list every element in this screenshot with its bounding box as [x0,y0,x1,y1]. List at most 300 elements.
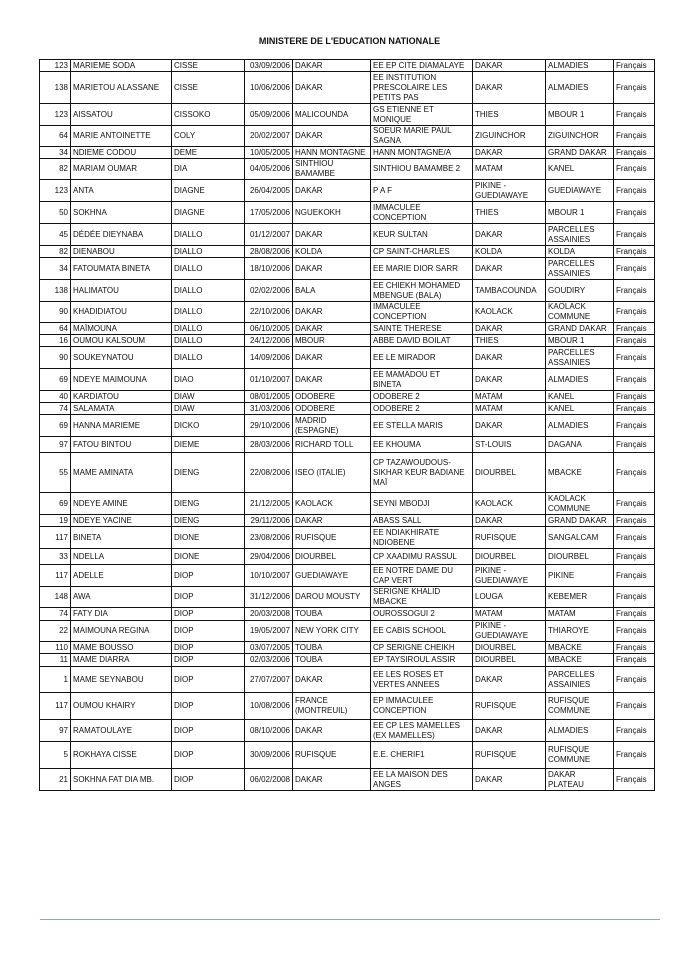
last-name-cell: DIOP [172,608,245,621]
region-cell: PIKINE - GUEDIAWAYE [473,565,546,587]
birth-date-cell: 08/10/2006 [245,720,293,742]
school-cell: SERIGNE KHALID MBACKE [371,587,473,608]
school-cell: EE EP CITE DIAMALAYE [371,60,473,72]
first-name-cell: MAME DIARRA [71,654,172,667]
language-cell: Français [614,587,655,608]
school-cell: IMMACULEE CONCEPTION [371,302,473,323]
table-row [40,280,655,302]
first-name-cell: RAMATOULAYE [71,720,172,742]
birth-place-cell: DAKAR [293,769,371,791]
birth-place-cell: DAKAR [293,224,371,246]
language-cell: Français [614,515,655,527]
region-cell: ZIGUINCHOR [473,126,546,147]
row-number: 123 [40,60,71,72]
school-cell: CP SERIGNE CHEIKH [371,642,473,654]
language-cell: Français [614,246,655,258]
school-cell: E.E. CHERIF1 [371,742,473,769]
school-cell: ODOBERE 2 [371,403,473,415]
table-row [40,126,655,147]
last-name-cell: DIENG [172,493,245,515]
school-cell: EE KHOUMA [371,437,473,453]
birth-place-cell: DAKAR [293,126,371,147]
last-name-cell: DIENG [172,453,245,493]
language-cell: Français [614,159,655,180]
school-cell: CP SAINT-CHARLES [371,246,473,258]
region-cell: KOLDA [473,246,546,258]
birth-date-cell: 28/08/2006 [245,246,293,258]
birth-place-cell: DAKAR [293,60,371,72]
row-number: 69 [40,415,71,437]
school-cell: CP TAZAWOUDOUS-SIKHAR KEUR BADIANE MAÏ [371,453,473,493]
birth-date-cell: 01/10/2007 [245,369,293,391]
ief-cell: MBACKE [546,453,614,493]
last-name-cell: DIALLO [172,302,245,323]
table-row [40,60,655,72]
row-number: 40 [40,391,71,403]
ief-cell: ALMADIES [546,415,614,437]
language-cell: Français [614,453,655,493]
school-cell: EE STELLA MARIS [371,415,473,437]
birth-place-cell: DAKAR [293,302,371,323]
page-title: MINISTERE DE L'EDUCATION NATIONALE [258,36,441,46]
table-row [40,549,655,565]
school-cell: IMMACULEE CONCEPTION [371,202,473,224]
table-row [40,515,655,527]
row-number: 97 [40,720,71,742]
table-row [40,147,655,159]
birth-place-cell: DAKAR [293,515,371,527]
ief-cell: MBOUR 1 [546,202,614,224]
first-name-cell: BINETA [71,527,172,549]
school-cell: EE MARIE DIOR SARR [371,258,473,280]
row-number: 138 [40,280,71,302]
table-row [40,302,655,323]
first-name-cell: DIENABOU [71,246,172,258]
table-row [40,180,655,202]
birth-date-cell: 05/09/2006 [245,104,293,126]
birth-date-cell: 06/02/2008 [245,769,293,791]
school-cell: EE CP LES MAMELLES (EX MAMELLES) [371,720,473,742]
birth-place-cell: MADRID (ESPAGNE) [293,415,371,437]
table-row [40,159,655,180]
region-cell: DIOURBEL [473,549,546,565]
last-name-cell: DIAO [172,369,245,391]
birth-place-cell: DAKAR [293,667,371,693]
last-name-cell: DIAGNE [172,180,245,202]
ief-cell: KAOLACK COMMUNE [546,302,614,323]
ief-cell: PARCELLES ASSAINIES [546,258,614,280]
birth-place-cell: DAKAR [293,347,371,369]
region-cell: DAKAR [473,515,546,527]
last-name-cell: DIENG [172,515,245,527]
birth-place-cell: RUFISQUE [293,527,371,549]
ief-cell: MBOUR 1 [546,104,614,126]
last-name-cell: DIOP [172,621,245,642]
language-cell: Français [614,347,655,369]
ief-cell: GRAND DAKAR [546,515,614,527]
region-cell: DIOURBEL [473,642,546,654]
last-name-cell: DIOP [172,720,245,742]
region-cell: DAKAR [473,323,546,335]
region-cell: ST-LOUIS [473,437,546,453]
school-cell: EE MAMADOU ET BINETA [371,369,473,391]
birth-date-cell: 03/09/2006 [245,60,293,72]
ief-cell: DAKAR PLATEAU [546,769,614,791]
school-cell: ABBE DAVID BOILAT [371,335,473,347]
birth-date-cell: 31/12/2006 [245,587,293,608]
last-name-cell: DEME [172,147,245,159]
row-number: 82 [40,246,71,258]
region-cell: DAKAR [473,415,546,437]
region-cell: MATAM [473,159,546,180]
birth-place-cell: HANN MONTAGNE [293,147,371,159]
birth-date-cell: 04/05/2006 [245,159,293,180]
language-cell: Français [614,608,655,621]
language-cell: Français [614,654,655,667]
birth-date-cell: 29/11/2006 [245,515,293,527]
first-name-cell: MARIAM OUMAR [71,159,172,180]
language-cell: Français [614,335,655,347]
table-row [40,246,655,258]
birth-place-cell: MBOUR [293,335,371,347]
birth-place-cell: SINTHIOU BAMAMBE [293,159,371,180]
table-row [40,403,655,415]
region-cell: THIES [473,104,546,126]
ief-cell: DAGANA [546,437,614,453]
birth-place-cell: KAOLACK [293,493,371,515]
footer-divider [40,919,660,920]
ief-cell: ALMADIES [546,72,614,104]
ief-cell: KEBEMER [546,587,614,608]
school-cell: ABASS SALL [371,515,473,527]
birth-place-cell: ISEO (ITALIE) [293,453,371,493]
birth-place-cell: DAROU MOUSTY [293,587,371,608]
first-name-cell: FATOUMATA BINETA [71,258,172,280]
results-table-body [40,60,655,791]
table-row [40,493,655,515]
first-name-cell: KARDIATOU [71,391,172,403]
language-cell: Français [614,369,655,391]
ief-cell: DIOURBEL [546,549,614,565]
school-cell: EE INSTITUTION PRESCOLAIRE LES PETITS PAS [371,72,473,104]
last-name-cell: DIONE [172,527,245,549]
language-cell: Français [614,549,655,565]
ief-cell: KAOLACK COMMUNE [546,493,614,515]
ief-cell: KANEL [546,159,614,180]
region-cell: KAOLACK [473,493,546,515]
birth-place-cell: DIOURBEL [293,549,371,565]
school-cell: GS ETIENNE ET MONIQUE [371,104,473,126]
last-name-cell: DIEME [172,437,245,453]
language-cell: Français [614,147,655,159]
birth-date-cell: 27/07/2007 [245,667,293,693]
row-number: 34 [40,258,71,280]
row-number: 1 [40,667,71,693]
row-number: 90 [40,302,71,323]
ief-cell: PIKINE [546,565,614,587]
region-cell: DAKAR [473,258,546,280]
birth-place-cell: TOUBA [293,642,371,654]
results-table [39,59,655,791]
language-cell: Français [614,391,655,403]
row-number: 110 [40,642,71,654]
ief-cell: RUFISQUE COMMUNE [546,742,614,769]
region-cell: MATAM [473,403,546,415]
birth-date-cell: 24/12/2006 [245,335,293,347]
school-cell: EE NDIAKHIRATE NDIOBENE [371,527,473,549]
school-cell: KEUR SULTAN [371,224,473,246]
school-cell: SAINTE THERESE [371,323,473,335]
birth-date-cell: 18/10/2006 [245,258,293,280]
language-cell: Français [614,280,655,302]
last-name-cell: DIOP [172,654,245,667]
ief-cell: GUEDIAWAYE [546,180,614,202]
table-row [40,693,655,720]
ief-cell: ALMADIES [546,720,614,742]
last-name-cell: DIOP [172,693,245,720]
first-name-cell: OUMOU KALSOUM [71,335,172,347]
table-row [40,453,655,493]
table-row [40,391,655,403]
ief-cell: PARCELLES ASSAINIES [546,667,614,693]
language-cell: Français [614,720,655,742]
birth-date-cell: 08/01/2005 [245,391,293,403]
birth-date-cell: 02/02/2006 [245,280,293,302]
table-row [40,587,655,608]
first-name-cell: SOKHNA FAT DIA MB. [71,769,172,791]
last-name-cell: DIONE [172,549,245,565]
birth-place-cell: ODOBERE [293,391,371,403]
ief-cell: GRAND DAKAR [546,323,614,335]
region-cell: DIOURBEL [473,453,546,493]
region-cell: DAKAR [473,769,546,791]
language-cell: Français [614,258,655,280]
row-number: 69 [40,369,71,391]
school-cell: HANN MONTAGNE/A [371,147,473,159]
last-name-cell: DIALLO [172,258,245,280]
row-number: 50 [40,202,71,224]
school-cell: CP XAADIMU RASSUL [371,549,473,565]
school-cell: EE LA MAISON DES ANGES [371,769,473,791]
first-name-cell: DÉDÉE DIEYNABA [71,224,172,246]
ief-cell: KANEL [546,403,614,415]
birth-place-cell: NEW YORK CITY [293,621,371,642]
birth-date-cell: 10/06/2006 [245,72,293,104]
table-row [40,72,655,104]
birth-date-cell: 10/08/2006 [245,693,293,720]
first-name-cell: OUMOU KHAIRY [71,693,172,720]
first-name-cell: HANNA MARIEME [71,415,172,437]
birth-date-cell: 17/05/2006 [245,202,293,224]
row-number: 64 [40,126,71,147]
language-cell: Français [614,769,655,791]
first-name-cell: NDEYE YACINE [71,515,172,527]
last-name-cell: DIOP [172,667,245,693]
birth-place-cell: DAKAR [293,323,371,335]
region-cell: PIKINE - GUEDIAWAYE [473,621,546,642]
row-number: 16 [40,335,71,347]
ief-cell: KOLDA [546,246,614,258]
region-cell: DAKAR [473,369,546,391]
row-number: 82 [40,159,71,180]
first-name-cell: NDEYE MAIMOUNA [71,369,172,391]
last-name-cell: DIALLO [172,280,245,302]
birth-place-cell: FRANCE (MONTREUIL) [293,693,371,720]
first-name-cell: MAÏMOUNA [71,323,172,335]
row-number: 97 [40,437,71,453]
birth-place-cell: DAKAR [293,258,371,280]
birth-place-cell: TOUBA [293,654,371,667]
language-cell: Français [614,667,655,693]
school-cell: EE CABIS SCHOOL [371,621,473,642]
table-row [40,437,655,453]
row-number: 55 [40,453,71,493]
birth-place-cell: DAKAR [293,180,371,202]
ief-cell: ALMADIES [546,369,614,391]
row-number: 33 [40,549,71,565]
birth-place-cell: RUFISQUE [293,742,371,769]
school-cell: ODOBERE 2 [371,391,473,403]
region-cell: DAKAR [473,72,546,104]
birth-date-cell: 31/03/2006 [245,403,293,415]
region-cell: LOUGA [473,587,546,608]
language-cell: Français [614,126,655,147]
ief-cell: PARCELLES ASSAINIES [546,224,614,246]
table-row [40,642,655,654]
last-name-cell: CISSOKO [172,104,245,126]
row-number: 117 [40,527,71,549]
region-cell: THIES [473,202,546,224]
birth-date-cell: 22/08/2006 [245,453,293,493]
school-cell: OUROSSOGUI 2 [371,608,473,621]
birth-date-cell: 19/05/2007 [245,621,293,642]
row-number: 117 [40,693,71,720]
region-cell: DIOURBEL [473,654,546,667]
table-row [40,667,655,693]
table-row [40,742,655,769]
row-number: 45 [40,224,71,246]
language-cell: Français [614,621,655,642]
region-cell: PIKINE - GUEDIAWAYE [473,180,546,202]
first-name-cell: SOKHNA [71,202,172,224]
region-cell: MATAM [473,391,546,403]
language-cell: Français [614,437,655,453]
region-cell: THIES [473,335,546,347]
language-cell: Français [614,323,655,335]
first-name-cell: MARIETOU ALASSANE [71,72,172,104]
language-cell: Français [614,693,655,720]
last-name-cell: DICKO [172,415,245,437]
last-name-cell: DIOP [172,587,245,608]
table-row [40,224,655,246]
row-number: 90 [40,347,71,369]
table-row [40,104,655,126]
birth-place-cell: RICHARD TOLL [293,437,371,453]
first-name-cell: AISSATOU [71,104,172,126]
birth-place-cell: GUEDIAWAYE [293,565,371,587]
birth-place-cell: NGUEKOKH [293,202,371,224]
region-cell: KAOLACK [473,302,546,323]
last-name-cell: DIALLO [172,224,245,246]
first-name-cell: AWA [71,587,172,608]
birth-place-cell: TOUBA [293,608,371,621]
first-name-cell: MAME SEYNABOU [71,667,172,693]
table-row [40,527,655,549]
first-name-cell: HALIMATOU [71,280,172,302]
school-cell: EP TAYSIROUL ASSIR [371,654,473,667]
birth-date-cell: 14/09/2006 [245,347,293,369]
last-name-cell: DIOP [172,742,245,769]
first-name-cell: NDEYE AMINE [71,493,172,515]
first-name-cell: NDELLA [71,549,172,565]
birth-date-cell: 30/09/2006 [245,742,293,769]
birth-date-cell: 02/03/2006 [245,654,293,667]
table-row [40,347,655,369]
birth-date-cell: 29/04/2006 [245,549,293,565]
birth-date-cell: 10/05/2005 [245,147,293,159]
school-cell: SOEUR MARIE PAUL SAGNA [371,126,473,147]
birth-date-cell: 22/10/2006 [245,302,293,323]
row-number: 64 [40,323,71,335]
birth-date-cell: 20/02/2007 [245,126,293,147]
birth-place-cell: DAKAR [293,720,371,742]
language-cell: Français [614,742,655,769]
school-cell: EE NOTRE DAME DU CAP VERT [371,565,473,587]
first-name-cell: ROKHAYA CISSE [71,742,172,769]
school-cell: EE LE MIRADOR [371,347,473,369]
ief-cell: KANEL [546,391,614,403]
birth-date-cell: 28/03/2006 [245,437,293,453]
table-row [40,323,655,335]
language-cell: Français [614,180,655,202]
first-name-cell: NDIEME CODOU [71,147,172,159]
row-number: 19 [40,515,71,527]
table-row [40,258,655,280]
first-name-cell: KHADIDIATOU [71,302,172,323]
birth-place-cell: DAKAR [293,369,371,391]
first-name-cell: MAME BOUSSO [71,642,172,654]
first-name-cell: MARIEME SODA [71,60,172,72]
last-name-cell: COLY [172,126,245,147]
last-name-cell: DIOP [172,769,245,791]
school-cell: EE LES ROSES ET VERTES ANNEES [371,667,473,693]
row-number: 5 [40,742,71,769]
birth-date-cell: 10/10/2007 [245,565,293,587]
ief-cell: MBACKE [546,654,614,667]
first-name-cell: FATOU BINTOU [71,437,172,453]
language-cell: Français [614,224,655,246]
table-row [40,769,655,791]
row-number: 117 [40,565,71,587]
birth-date-cell: 26/04/2005 [245,180,293,202]
last-name-cell: DIALLO [172,323,245,335]
ief-cell: SANGALCAM [546,527,614,549]
school-cell: P A F [371,180,473,202]
row-number: 34 [40,147,71,159]
table-row [40,415,655,437]
last-name-cell: DIAGNE [172,202,245,224]
ief-cell: MATAM [546,608,614,621]
language-cell: Français [614,415,655,437]
table-row [40,565,655,587]
ief-cell: RUFISQUE COMMUNE [546,693,614,720]
school-cell: EP IMMACULEE CONCEPTION [371,693,473,720]
birth-place-cell: BALA [293,280,371,302]
last-name-cell: DIA [172,159,245,180]
birth-place-cell: KOLDA [293,246,371,258]
birth-place-cell: DAKAR [293,72,371,104]
language-cell: Français [614,493,655,515]
